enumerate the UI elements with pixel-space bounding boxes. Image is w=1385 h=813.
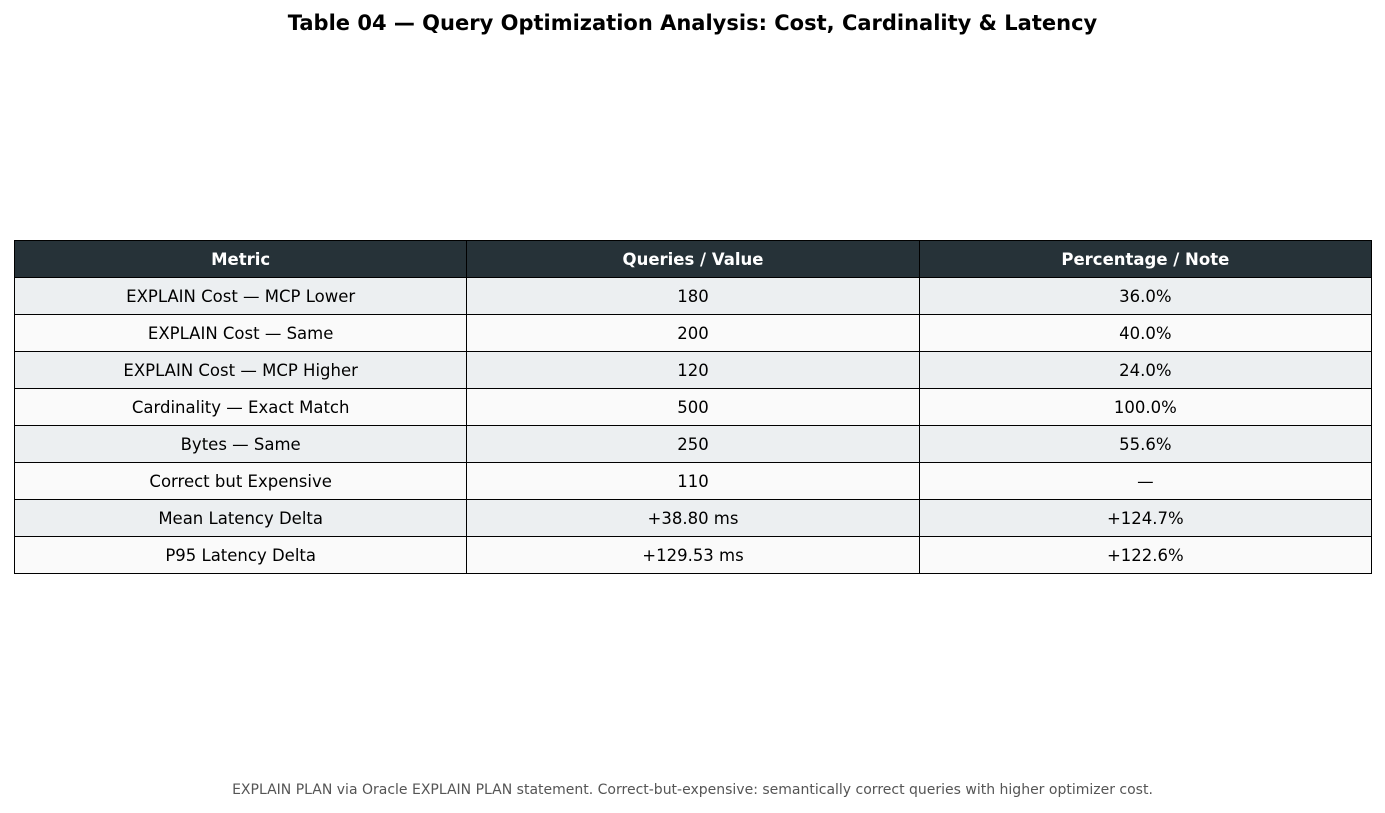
table-row (15, 463, 1372, 500)
table-row (15, 500, 1372, 537)
table-cell: +129.53 ms (467, 537, 919, 574)
table-row (15, 537, 1372, 574)
table-cell: 250 (467, 426, 919, 463)
column-header: Metric (15, 241, 467, 278)
table-cell: 36.0% (919, 278, 1371, 315)
table-cell: 500 (467, 389, 919, 426)
table-cell: 55.6% (919, 426, 1371, 463)
table-cell: +124.7% (919, 500, 1371, 537)
table-cell: Correct but Expensive (15, 463, 467, 500)
table-cell: +122.6% (919, 537, 1371, 574)
table-cell: 100.0% (919, 389, 1371, 426)
header-row (15, 241, 1372, 278)
table-cell: +38.80 ms (467, 500, 919, 537)
data-table (14, 240, 1372, 574)
table-cell: P95 Latency Delta (15, 537, 467, 574)
table-header (15, 241, 1372, 278)
column-header: Percentage / Note (919, 241, 1371, 278)
table-cell: — (919, 463, 1371, 500)
table-cell: EXPLAIN Cost — Same (15, 315, 467, 352)
table-row (15, 352, 1372, 389)
table-cell: EXPLAIN Cost — MCP Higher (15, 352, 467, 389)
table-cell: EXPLAIN Cost — MCP Lower (15, 278, 467, 315)
table-cell: Mean Latency Delta (15, 500, 467, 537)
table-title: Table 04 — Query Optimization Analysis: Cost, Cardinality & Latency (287, 11, 1098, 35)
table-row (15, 389, 1372, 426)
table-cell: Cardinality — Exact Match (15, 389, 467, 426)
table-cell: 110 (467, 463, 919, 500)
table-cell: 40.0% (919, 315, 1371, 352)
table-row (15, 426, 1372, 463)
table-cell: 120 (467, 352, 919, 389)
table-cell: 200 (467, 315, 919, 352)
table-cell: 24.0% (919, 352, 1371, 389)
table-row (15, 315, 1372, 352)
footnote: EXPLAIN PLAN via Oracle EXPLAIN PLAN statement. Correct-but-expensive: semantically correct queries with higher optimizer cost. (232, 782, 1153, 798)
table-cell: Bytes — Same (15, 426, 467, 463)
table-body (15, 278, 1372, 574)
table-cell: 180 (467, 278, 919, 315)
column-header: Queries / Value (467, 241, 919, 278)
table-row (15, 278, 1372, 315)
